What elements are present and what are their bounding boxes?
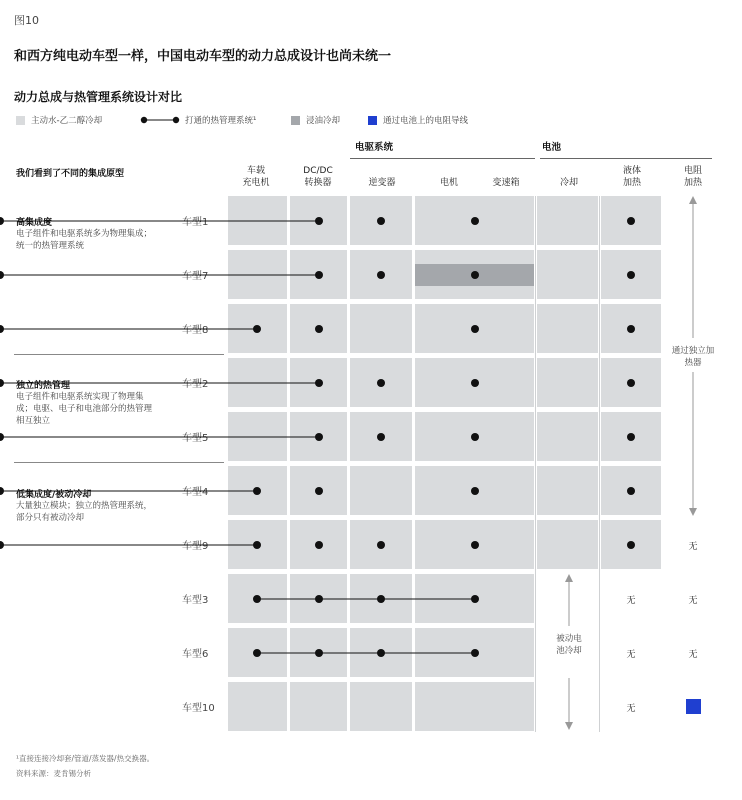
row-header: 我们看到了不同的集成原型 [16, 169, 125, 179]
component-dot [627, 487, 635, 495]
col-header-gearbox: 变速箱 [492, 178, 520, 188]
component-dot [253, 541, 261, 549]
section-desc: 大量独立模块；独立的热管理系统，部分只有被动冷却 [16, 501, 153, 523]
component-dot [377, 271, 385, 279]
row-label: 车型10 [182, 703, 215, 714]
component-dot [377, 649, 385, 657]
resistance-heater-label: 通过独立加热器 [671, 346, 715, 368]
row-label: 车型7 [182, 271, 209, 282]
matrix-cell [350, 682, 412, 731]
row-label: 车型8 [182, 325, 209, 336]
row-label: 车型5 [182, 433, 209, 444]
matrix-cell [537, 412, 598, 461]
section-head: 独立的热管理 [16, 381, 71, 391]
component-dot [471, 649, 479, 657]
component-dot [377, 217, 385, 225]
component-dot [253, 595, 261, 603]
component-dot [471, 487, 479, 495]
component-dot [0, 541, 4, 549]
row-label: 车型1 [182, 217, 209, 228]
matrix-cell [537, 466, 598, 515]
row-label: 车型2 [182, 379, 209, 390]
component-dot [253, 325, 261, 333]
component-dot [627, 217, 635, 225]
arrow-head-down [689, 508, 697, 516]
component-dot [471, 217, 479, 225]
row-label: 车型6 [182, 649, 209, 660]
component-dot [471, 541, 479, 549]
col-header-liquid-heat: 液体 加热 [622, 166, 641, 188]
component-dot [0, 433, 4, 441]
group-header-battery: 电池 [542, 142, 562, 153]
component-dot [627, 541, 635, 549]
source-note: 资料来源：麦肯锡分析 [16, 769, 91, 778]
component-dot [0, 271, 4, 279]
component-dot [377, 541, 385, 549]
col-header-inverter: 逆变器 [368, 178, 396, 188]
component-dot [315, 217, 323, 225]
no-resistance-mark: 无 [688, 542, 698, 552]
matrix-cell [537, 304, 598, 353]
component-dot [0, 487, 4, 495]
component-dot [315, 487, 323, 495]
no-liquid-heat-mark: 无 [626, 704, 636, 714]
chart-subtitle: 动力总成与热管理系统设计对比 [14, 90, 183, 104]
component-dot [0, 379, 4, 387]
section-head: 低集成度/被动冷却 [16, 490, 92, 500]
component-dot [471, 271, 479, 279]
matrix-cell [537, 250, 598, 299]
figure-label: 图10 [14, 14, 39, 27]
component-dot [471, 379, 479, 387]
component-dot [471, 325, 479, 333]
legend-label: 打通的热管理系统¹ [185, 116, 257, 126]
component-dot [315, 649, 323, 657]
component-dot [315, 541, 323, 549]
col-header-dcdc: DC/DC 转换器 [303, 166, 333, 188]
component-dot [627, 433, 635, 441]
matrix-cell [228, 682, 287, 731]
component-dot [0, 217, 4, 225]
legend-label: 通过电池上的电阻导线 [383, 116, 469, 126]
component-dot [315, 433, 323, 441]
section-desc: 电子组件和电驱系统实现了物理集成；电驱、电子和电池部分的热管理相互独立 [16, 392, 153, 426]
component-dot [315, 325, 323, 333]
arrow-head-up [565, 574, 573, 582]
component-dot [471, 595, 479, 603]
no-resistance-mark: 无 [688, 596, 698, 606]
section-desc: 电子组件和电驱系统多为物理集成；统一的热管理系统 [16, 229, 153, 251]
component-dot [253, 649, 261, 657]
group-header-drive: 电驱系统 [355, 142, 394, 153]
legend-label: 主动水-乙二醇冷却 [31, 116, 103, 126]
legend-label: 浸油冷却 [306, 116, 341, 126]
row-label: 车型4 [182, 487, 209, 498]
passive-battery-label: 被动电池冷却 [556, 634, 582, 656]
row-label: 车型9 [182, 541, 209, 552]
matrix-cell [537, 196, 598, 245]
component-dot [315, 595, 323, 603]
matrix-cell [415, 682, 534, 731]
component-dot [315, 271, 323, 279]
col-header-motor: 电机 [439, 178, 458, 188]
component-dot [377, 433, 385, 441]
col-header-obc: 车载 充电机 [242, 166, 270, 188]
no-liquid-heat-mark: 无 [626, 650, 636, 660]
matrix-cell [537, 358, 598, 407]
resistance-wire-marker [686, 699, 701, 714]
component-dot [315, 379, 323, 387]
chart-title: 和西方纯电动车型一样，中国电动车型的动力总成设计也尚未统一 [14, 49, 392, 64]
col-header-cooling: 冷却 [559, 178, 578, 188]
component-dot [627, 271, 635, 279]
component-dot [253, 487, 261, 495]
component-dot [0, 325, 4, 333]
matrix-cell [350, 466, 412, 515]
arrow-head-down [565, 722, 573, 730]
component-dot [471, 433, 479, 441]
matrix-cell [290, 682, 347, 731]
arrow-head-up [689, 196, 697, 204]
col-header-resistance-heat: 电阻 加热 [683, 166, 702, 188]
matrix-cell [350, 304, 412, 353]
component-dot [627, 379, 635, 387]
component-dot [627, 325, 635, 333]
component-dot [377, 595, 385, 603]
section-head: 高集成度 [16, 218, 53, 228]
footnote: ¹直接连接冷却套/管道/蒸发器/热交换器。 [16, 754, 155, 763]
row-label: 车型3 [182, 595, 209, 606]
component-dot [377, 379, 385, 387]
matrix-cell [537, 520, 598, 569]
no-resistance-mark: 无 [688, 650, 698, 660]
no-liquid-heat-mark: 无 [626, 596, 636, 606]
